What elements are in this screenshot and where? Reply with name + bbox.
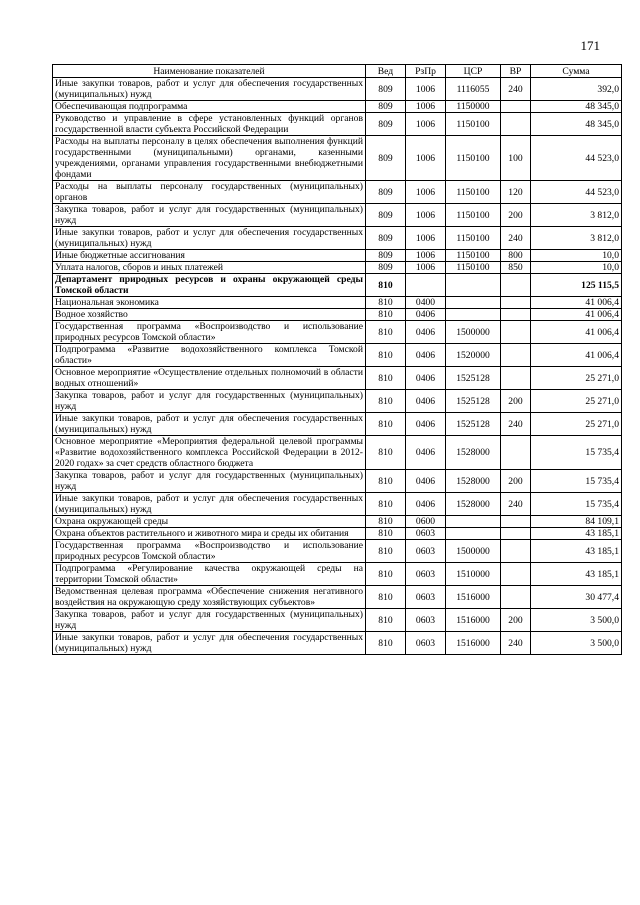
cell-name: Государственная программа «Воспроизводство и использование природных ресурсов Томской области»: [53, 540, 366, 563]
cell-ved: 810: [366, 493, 406, 516]
cell-sum: 3 812,0: [531, 227, 622, 250]
cell-vr: 240: [501, 632, 531, 655]
cell-name: Иные закупки товаров, работ и услуг для обеспечения государственных (муниципальных) нужд: [53, 632, 366, 655]
cell-ved: 810: [366, 274, 406, 297]
cell-rzpr: 1006: [406, 262, 446, 274]
cell-csr: 1500000: [446, 321, 501, 344]
header-rzpr: РзПр: [406, 65, 446, 78]
cell-rzpr: 0603: [406, 632, 446, 655]
table-row: [53, 563, 622, 586]
cell-csr: 1150000: [446, 101, 501, 113]
table-header-row: [53, 65, 622, 78]
table-row: [53, 181, 622, 204]
table-row: [53, 632, 622, 655]
cell-vr: 120: [501, 181, 531, 204]
cell-rzpr: 1006: [406, 78, 446, 101]
cell-sum: 392,0: [531, 78, 622, 101]
cell-name: Уплата налогов, сборов и иных платежей: [53, 262, 366, 274]
cell-rzpr: 0406: [406, 493, 446, 516]
table-row: [53, 101, 622, 113]
cell-name: Закупка товаров, работ и услуг для государственных (муниципальных) нужд: [53, 204, 366, 227]
cell-vr: [501, 274, 531, 297]
cell-ved: 809: [366, 78, 406, 101]
cell-ved: 810: [366, 413, 406, 436]
cell-sum: 44 523,0: [531, 136, 622, 181]
table-row: [53, 250, 622, 262]
cell-sum: 41 006,4: [531, 297, 622, 309]
cell-csr: 1525128: [446, 413, 501, 436]
cell-name: Основное мероприятие «Осуществление отдельных полномочий в области водных отношений»: [53, 367, 366, 390]
cell-csr: 1150100: [446, 181, 501, 204]
cell-name: Руководство и управление в сфере установленных функций органов государственной власти субъекта Российской Федерации: [53, 113, 366, 136]
cell-sum: 84 109,1: [531, 516, 622, 528]
cell-ved: 809: [366, 101, 406, 113]
cell-vr: 240: [501, 493, 531, 516]
cell-rzpr: 1006: [406, 101, 446, 113]
cell-rzpr: 0600: [406, 516, 446, 528]
cell-name: Закупка товаров, работ и услуг для государственных (муниципальных) нужд: [53, 390, 366, 413]
cell-sum: 10,0: [531, 262, 622, 274]
cell-vr: 200: [501, 609, 531, 632]
table-row: [53, 390, 622, 413]
cell-csr: 1150100: [446, 262, 501, 274]
table-row: [53, 493, 622, 516]
cell-rzpr: 0400: [406, 297, 446, 309]
cell-sum: 43 185,1: [531, 563, 622, 586]
cell-sum: 43 185,1: [531, 540, 622, 563]
table-row: [53, 321, 622, 344]
table-row: [53, 113, 622, 136]
cell-rzpr: 1006: [406, 113, 446, 136]
cell-name: Обеспечивающая подпрограмма: [53, 101, 366, 113]
cell-csr: 1150100: [446, 136, 501, 181]
cell-vr: [501, 101, 531, 113]
cell-ved: 809: [366, 204, 406, 227]
cell-csr: 1520000: [446, 344, 501, 367]
cell-ved: 810: [366, 540, 406, 563]
cell-vr: [501, 367, 531, 390]
cell-csr: 1150100: [446, 227, 501, 250]
cell-sum: 48 345,0: [531, 101, 622, 113]
cell-rzpr: 0406: [406, 344, 446, 367]
cell-csr: 1510000: [446, 563, 501, 586]
table-row: [53, 262, 622, 274]
cell-vr: [501, 563, 531, 586]
cell-name: Подпрограмма «Регулирование качества окружающей среды на территории Томской области»: [53, 563, 366, 586]
cell-csr: 1528000: [446, 470, 501, 493]
cell-name: Иные закупки товаров, работ и услуг для обеспечения государственных (муниципальных) нужд: [53, 227, 366, 250]
cell-ved: 810: [366, 309, 406, 321]
cell-csr: 1528000: [446, 436, 501, 470]
cell-name: Иные закупки товаров, работ и услуг для обеспечения государственных (муниципальных) нужд: [53, 78, 366, 101]
cell-csr: 1500000: [446, 540, 501, 563]
cell-csr: [446, 297, 501, 309]
table-row: [53, 413, 622, 436]
cell-ved: 810: [366, 321, 406, 344]
table-row: [53, 309, 622, 321]
cell-sum: 41 006,4: [531, 309, 622, 321]
cell-csr: 1150100: [446, 250, 501, 262]
table-row: [53, 436, 622, 470]
cell-vr: 850: [501, 262, 531, 274]
cell-vr: [501, 540, 531, 563]
cell-rzpr: 1006: [406, 204, 446, 227]
header-sum: Сумма: [531, 65, 622, 78]
cell-ved: 810: [366, 297, 406, 309]
cell-vr: [501, 309, 531, 321]
cell-vr: [501, 297, 531, 309]
cell-sum: 10,0: [531, 250, 622, 262]
cell-ved: 809: [366, 181, 406, 204]
cell-ved: 809: [366, 250, 406, 262]
cell-ved: 810: [366, 563, 406, 586]
cell-csr: 1525128: [446, 390, 501, 413]
cell-sum: 25 271,0: [531, 413, 622, 436]
cell-name: Иные закупки товаров, работ и услуг для обеспечения государственных (муниципальных) нужд: [53, 413, 366, 436]
cell-rzpr: 0406: [406, 390, 446, 413]
cell-csr: 1528000: [446, 493, 501, 516]
cell-name: Ведомственная целевая программа «Обеспечение снижения негативного воздействия на окружающую среду хозяйствующих субъектов»: [53, 586, 366, 609]
cell-vr: 200: [501, 204, 531, 227]
cell-ved: 810: [366, 344, 406, 367]
table-row: [53, 204, 622, 227]
cell-csr: 1516000: [446, 632, 501, 655]
cell-ved: 810: [366, 367, 406, 390]
cell-rzpr: 0603: [406, 586, 446, 609]
cell-csr: 1150100: [446, 204, 501, 227]
header-csr: ЦСР: [446, 65, 501, 78]
table-row: [53, 367, 622, 390]
cell-csr: [446, 274, 501, 297]
cell-sum: 3 500,0: [531, 632, 622, 655]
cell-sum: 30 477,4: [531, 586, 622, 609]
cell-sum: 41 006,4: [531, 321, 622, 344]
cell-name: Расходы на выплаты персоналу в целях обеспечения выполнения функций государственными (муниципальными) органами, казенными учреждениями, органами управления государственными внебюджетными фондами: [53, 136, 366, 181]
table-row: [53, 528, 622, 540]
table-row: [53, 297, 622, 309]
cell-rzpr: [406, 274, 446, 297]
cell-vr: 800: [501, 250, 531, 262]
cell-rzpr: 0406: [406, 436, 446, 470]
cell-csr: 1525128: [446, 367, 501, 390]
cell-rzpr: 0406: [406, 367, 446, 390]
cell-vr: 240: [501, 413, 531, 436]
cell-sum: 15 735,4: [531, 436, 622, 470]
cell-vr: 200: [501, 390, 531, 413]
cell-rzpr: 0603: [406, 609, 446, 632]
cell-name: Охрана окружающей среды: [53, 516, 366, 528]
cell-vr: [501, 321, 531, 344]
cell-csr: [446, 516, 501, 528]
table-body: [53, 78, 622, 655]
cell-vr: [501, 586, 531, 609]
cell-vr: [501, 344, 531, 367]
cell-ved: 810: [366, 470, 406, 493]
cell-name: Иные закупки товаров, работ и услуг для обеспечения государственных (муниципальных) нужд: [53, 493, 366, 516]
cell-vr: [501, 113, 531, 136]
cell-ved: 809: [366, 227, 406, 250]
table-row: [53, 344, 622, 367]
page-number: 171: [580, 38, 600, 53]
cell-name: Закупка товаров, работ и услуг для государственных (муниципальных) нужд: [53, 470, 366, 493]
cell-name: Подпрограмма «Развитие водохозяйственного комплекса Томской области»: [53, 344, 366, 367]
table-row: [53, 516, 622, 528]
cell-vr: [501, 436, 531, 470]
cell-rzpr: 0603: [406, 563, 446, 586]
table-row: [53, 586, 622, 609]
cell-ved: 810: [366, 609, 406, 632]
header-vr: ВР: [501, 65, 531, 78]
table-row: [53, 274, 622, 297]
cell-vr: 240: [501, 227, 531, 250]
cell-vr: 240: [501, 78, 531, 101]
cell-csr: 1516000: [446, 586, 501, 609]
header-name: Наименование показателей: [53, 65, 366, 78]
cell-rzpr: 1006: [406, 181, 446, 204]
table-row: [53, 136, 622, 181]
cell-sum: 3 812,0: [531, 204, 622, 227]
cell-rzpr: 1006: [406, 136, 446, 181]
cell-vr: 200: [501, 470, 531, 493]
cell-ved: 810: [366, 632, 406, 655]
table-row: [53, 227, 622, 250]
table-row: [53, 609, 622, 632]
cell-name: Расходы на выплаты персоналу государственных (муниципальных) органов: [53, 181, 366, 204]
cell-rzpr: 1006: [406, 227, 446, 250]
table-row: [53, 470, 622, 493]
cell-name: Охрана объектов растительного и животного мира и среды их обитания: [53, 528, 366, 540]
cell-csr: 1116055: [446, 78, 501, 101]
cell-vr: 100: [501, 136, 531, 181]
cell-sum: 44 523,0: [531, 181, 622, 204]
table-row: [53, 540, 622, 563]
cell-name: Водное хозяйство: [53, 309, 366, 321]
cell-csr: [446, 528, 501, 540]
cell-name: Закупка товаров, работ и услуг для государственных (муниципальных) нужд: [53, 609, 366, 632]
cell-vr: [501, 516, 531, 528]
cell-rzpr: 0603: [406, 540, 446, 563]
cell-sum: 15 735,4: [531, 470, 622, 493]
cell-name: Национальная экономика: [53, 297, 366, 309]
cell-ved: 810: [366, 516, 406, 528]
cell-sum: 125 115,5: [531, 274, 622, 297]
cell-rzpr: 0603: [406, 528, 446, 540]
budget-table: [52, 64, 622, 655]
cell-rzpr: 0406: [406, 309, 446, 321]
cell-name: Основное мероприятие «Мероприятия федеральной целевой программы «Развитие водохозяйственного комплекса Российской Федерации в 2012-2020 годах» за счет средств областного бюджета: [53, 436, 366, 470]
header-ved: Вед: [366, 65, 406, 78]
cell-name: Департамент природных ресурсов и охраны окружающей среды Томской области: [53, 274, 366, 297]
cell-csr: 1516000: [446, 609, 501, 632]
cell-rzpr: 0406: [406, 321, 446, 344]
cell-vr: [501, 528, 531, 540]
cell-name: Государственная программа «Воспроизводство и использование природных ресурсов Томской области»: [53, 321, 366, 344]
table-row: [53, 78, 622, 101]
cell-rzpr: 0406: [406, 413, 446, 436]
cell-ved: 810: [366, 436, 406, 470]
cell-csr: [446, 309, 501, 321]
cell-sum: 25 271,0: [531, 367, 622, 390]
cell-sum: 25 271,0: [531, 390, 622, 413]
cell-ved: 809: [366, 113, 406, 136]
cell-ved: 809: [366, 262, 406, 274]
cell-sum: 43 185,1: [531, 528, 622, 540]
cell-rzpr: 0406: [406, 470, 446, 493]
cell-ved: 810: [366, 586, 406, 609]
cell-sum: 3 500,0: [531, 609, 622, 632]
cell-ved: 809: [366, 136, 406, 181]
cell-sum: 41 006,4: [531, 344, 622, 367]
cell-ved: 810: [366, 390, 406, 413]
cell-ved: 810: [366, 528, 406, 540]
cell-sum: 48 345,0: [531, 113, 622, 136]
cell-sum: 15 735,4: [531, 493, 622, 516]
cell-name: Иные бюджетные ассигнования: [53, 250, 366, 262]
cell-csr: 1150100: [446, 113, 501, 136]
cell-rzpr: 1006: [406, 250, 446, 262]
